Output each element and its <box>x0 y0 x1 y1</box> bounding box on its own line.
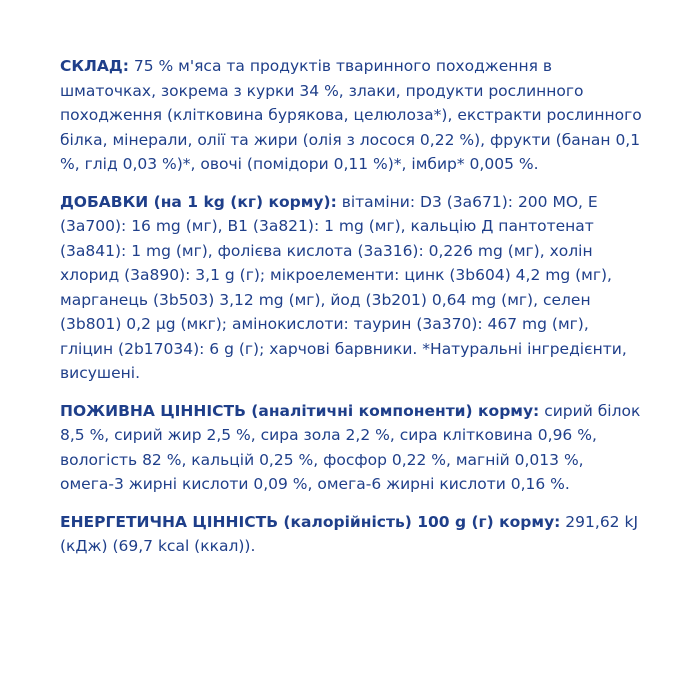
additives-heading: ДОБАВКИ (на 1 kg (кг) корму): <box>60 192 337 211</box>
nutritional-value-text: сирий білок 8,5 %, сирий жир 2,5 %, сира зола 2,2 %, сира клітковина 0,96 %, вологість 82 %, кальцій 0,25 %, фосфор 0,22 %, магній 0,013 %, омега-3 жирні кислоти 0,09 %, омега-6 жирні кислоти 0,16 %. <box>60 401 641 493</box>
nutritional-value-section <box>60 399 642 497</box>
additives-text: вітаміни: D3 (3a671): 200 МО, E (3a700): 16 mg (мг), B1 (3a821): 1 mg (мг), кальцію Д пантотенат (3a841): 1 mg (мг), фолієва кислота (3a316): 0,226 mg (мг), холін хлорид (3a890): 3,1 g (г); мікроелементи: цинк (3b604) 4,2 mg (мг), марганець (3b503) 3,12 mg (мг), йод (3b201) 0,64 mg (мг), селен (3b801) 0,2 μg (мкг); амінокислоти: таурин (3a370): 467 mg (мг), гліцин (2b17034): 6 g (г); харчові барвники. *Натуральні інгредієнти, висушені. <box>60 192 627 382</box>
composition-heading: СКЛАД: <box>60 57 129 75</box>
nutritional-value-heading: ПОЖИВНА ЦІННІСТЬ (аналітичні компоненти) корму: <box>60 401 540 420</box>
energy-value-section <box>60 510 642 559</box>
energy-value-text: 291,62 kJ (кДж) (69,7 kcal (ккал)). <box>60 512 639 555</box>
energy-value-heading: ЕНЕРГЕТИЧНА ЦІННІСТЬ (калорійність) 100 g (г) корму: <box>60 512 561 531</box>
composition-section <box>60 54 642 177</box>
composition-text: 75 % м'яса та продуктів тваринного походження в шматочках, зокрема з курки 34 %, злаки, продукти рослинного походження (клітковина бурякова, целюлоза*), екстракти рослинного білка, мінерали, олії та жири (олія з лосося 0,22 %), фрукти (банан 0,1 %, глід 0,03 %)*, овочі (помідори 0,11 %)*, імбир* 0,005 %. <box>60 57 642 173</box>
additives-section <box>60 190 642 386</box>
